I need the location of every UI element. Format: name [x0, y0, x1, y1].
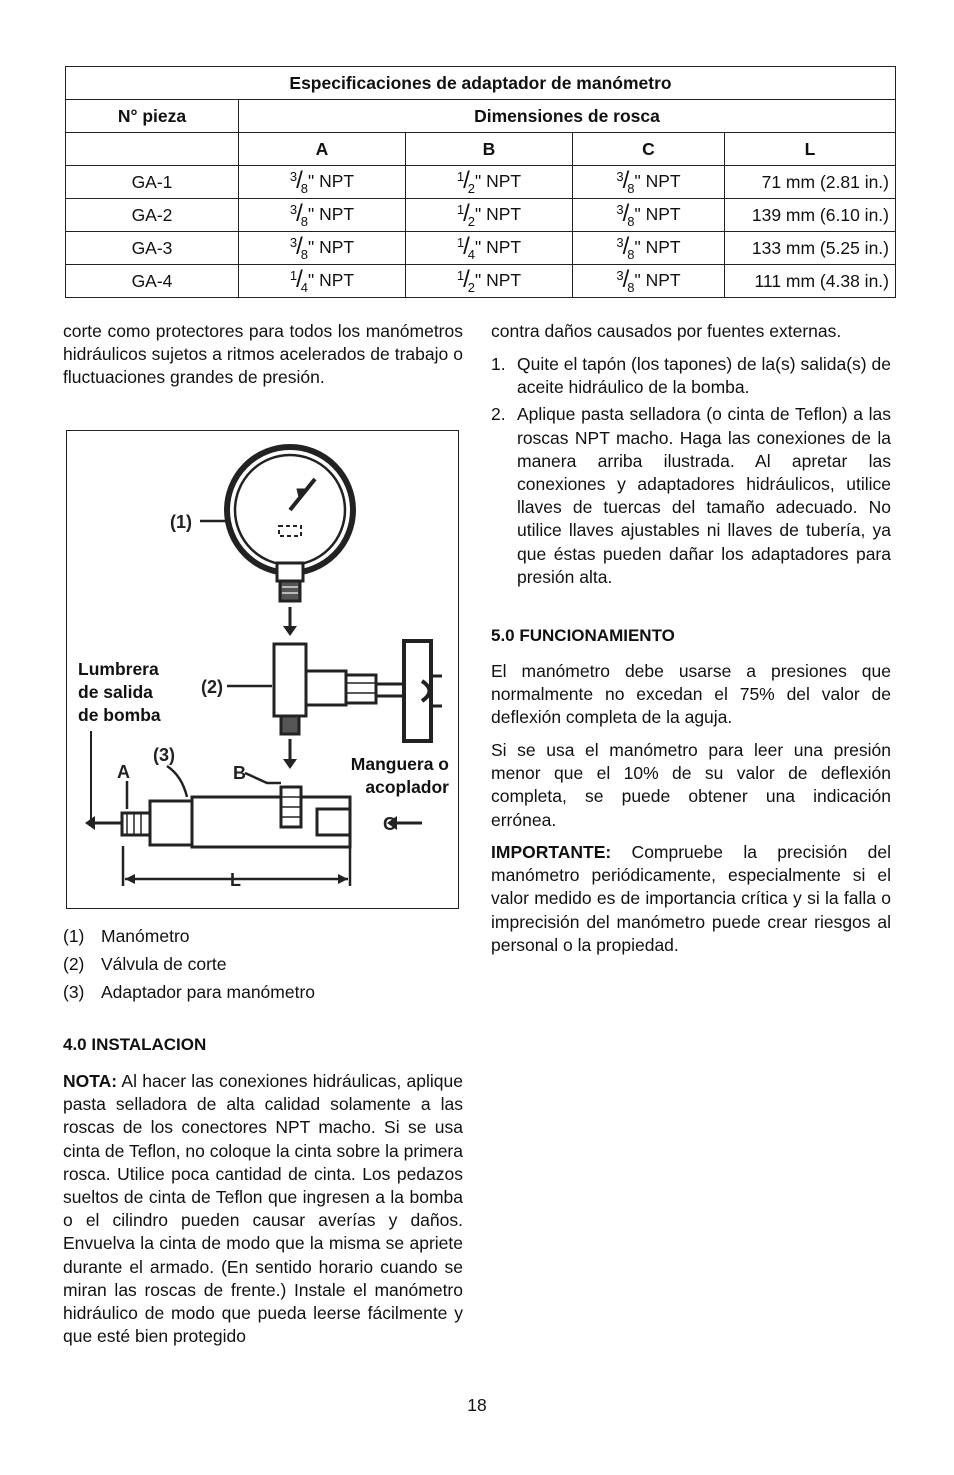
legend-item: (3) Adaptador para manómetro — [63, 982, 316, 1002]
right-intro-paragraph: contra daños causados por fuentes externas. — [491, 321, 842, 341]
empty-cell — [66, 133, 239, 166]
part-number-cell: GA-1 — [66, 166, 239, 199]
gauge-adapter-figure — [66, 430, 459, 909]
part-number-cell: GA-3 — [66, 232, 239, 265]
important-paragraph: IMPORTANTE: Compruebe la precisión del manómetro periódicamente, especialmente si el valor medido es de importancia crítica y si la falla o imprecisión del manómetro puede crear riesgos al personal o la propiedad. — [491, 842, 891, 955]
sub-header-b: B — [406, 133, 573, 166]
thread-a-cell: $^3/_8$" NPT — [239, 232, 406, 265]
length-cell: 133 mm (5.25 in.) — [725, 232, 896, 265]
col-part-header: N° pieza — [66, 100, 239, 133]
length-cell: 111 mm (4.38 in.) — [725, 265, 896, 298]
thread-c-cell: $^3/_8$" NPT — [573, 232, 725, 265]
page-number: 18 — [467, 1395, 487, 1415]
callout-1: (1) — [170, 512, 192, 532]
operation-paragraph-2: Si se usa el manómetro para leer una presión menor que el 10% de su valor de deflexión completa, se puede obtener una indicación errónea. — [491, 740, 891, 830]
letter-c: C — [383, 814, 396, 834]
callout-2: (2) — [201, 677, 223, 697]
callout-3: (3) — [153, 745, 175, 765]
legend-item: (2) Válvula de corte — [63, 954, 227, 974]
part-number-cell: GA-2 — [66, 199, 239, 232]
thread-c-cell: $^3/_8$" NPT — [573, 199, 725, 232]
sub-header-a: A — [239, 133, 406, 166]
step-item: 2. Aplique pasta selladora (o cinta de Teflon) a las roscas NPT macho. Haga las conexiones de la manera arriba ilustrada. Al apretar las conexiones y adaptadores hidráulicos, utilice llaves de tuercas del tamaño adecuado. No utilice llaves ajustables ni llaves de tubería, ya que éstas pueden dañar los adaptadores para presión alta. — [491, 404, 891, 587]
thread-a-cell: $^3/_8$" NPT — [239, 199, 406, 232]
table-row — [66, 265, 896, 298]
thread-a-cell: $^3/_8$" NPT — [239, 166, 406, 199]
table-row — [66, 232, 896, 265]
table-title: Especificaciones de adaptador de manómetro — [66, 67, 896, 100]
letter-a: A — [117, 762, 130, 782]
thread-b-cell: $^1/_2$" NPT — [406, 265, 573, 298]
length-cell: 71 mm (2.81 in.) — [725, 166, 896, 199]
thread-c-cell: $^3/_8$" NPT — [573, 265, 725, 298]
thread-c-cell: $^3/_8$" NPT — [573, 166, 725, 199]
nota-paragraph: NOTA: Al hacer las conexiones hidráulicas, aplique pasta selladora de alta calidad solamente a las roscas de los conectores NPT macho. Si se usa cinta de Teflon, no coloque la cinta sobre la primera rosca. Utilice poca cantidad de cinta. Los pedazos sueltos de cinta de Teflon que ingresen a la bomba o el cilindro pueden causar averías y daños. Envuelva la cinta de modo que la misma se apriete durante el armado. (En sentido horario cuando se miran las roscas de frente.) Instale el manómetro hidráulico de modo que pueda leerse fácilmente y que esté bien protegido — [63, 1071, 463, 1347]
step-item: 1. Quite el tapón (los tapones) de la(s) salida(s) de aceite hidráulico de la bomba. — [491, 354, 891, 398]
hose-coupler-label: Manguera o acoplador — [350, 754, 449, 797]
table-row — [66, 166, 896, 199]
section-5-title: 5.0 FUNCIONAMIENTO — [491, 626, 675, 645]
install-steps — [491, 353, 891, 589]
section-4-title: 4.0 INSTALACION — [63, 1035, 207, 1054]
table-row — [66, 199, 896, 232]
pump-outlet-label: Lumbrera de salida de bomba — [78, 659, 161, 725]
thread-b-cell: $^1/_2$" NPT — [406, 166, 573, 199]
col-dims-header: Dimensiones de rosca — [239, 100, 896, 133]
spec-table — [65, 66, 896, 298]
sub-header-c: C — [573, 133, 725, 166]
operation-paragraph-1: El manómetro debe usarse a presiones que normalmente no excedan el 75% del valor de deflexión completa de la aguja. — [491, 661, 891, 728]
thread-b-cell: $^1/_4$" NPT — [406, 232, 573, 265]
letter-l: L — [230, 870, 241, 890]
figure-legend — [63, 922, 463, 1006]
part-number-cell: GA-4 — [66, 265, 239, 298]
legend-item: (1) Manómetro — [63, 926, 190, 946]
thread-a-cell: $^1/_4$" NPT — [239, 265, 406, 298]
sub-header-l: L — [725, 133, 896, 166]
letter-b: B — [233, 763, 246, 783]
length-cell: 139 mm (6.10 in.) — [725, 199, 896, 232]
thread-b-cell: $^1/_2$" NPT — [406, 199, 573, 232]
left-intro-paragraph: corte como protectores para todos los manómetros hidráulicos sujetos a ritmos acelerados de trabajo o fluctuaciones grandes de presión. — [63, 321, 463, 388]
